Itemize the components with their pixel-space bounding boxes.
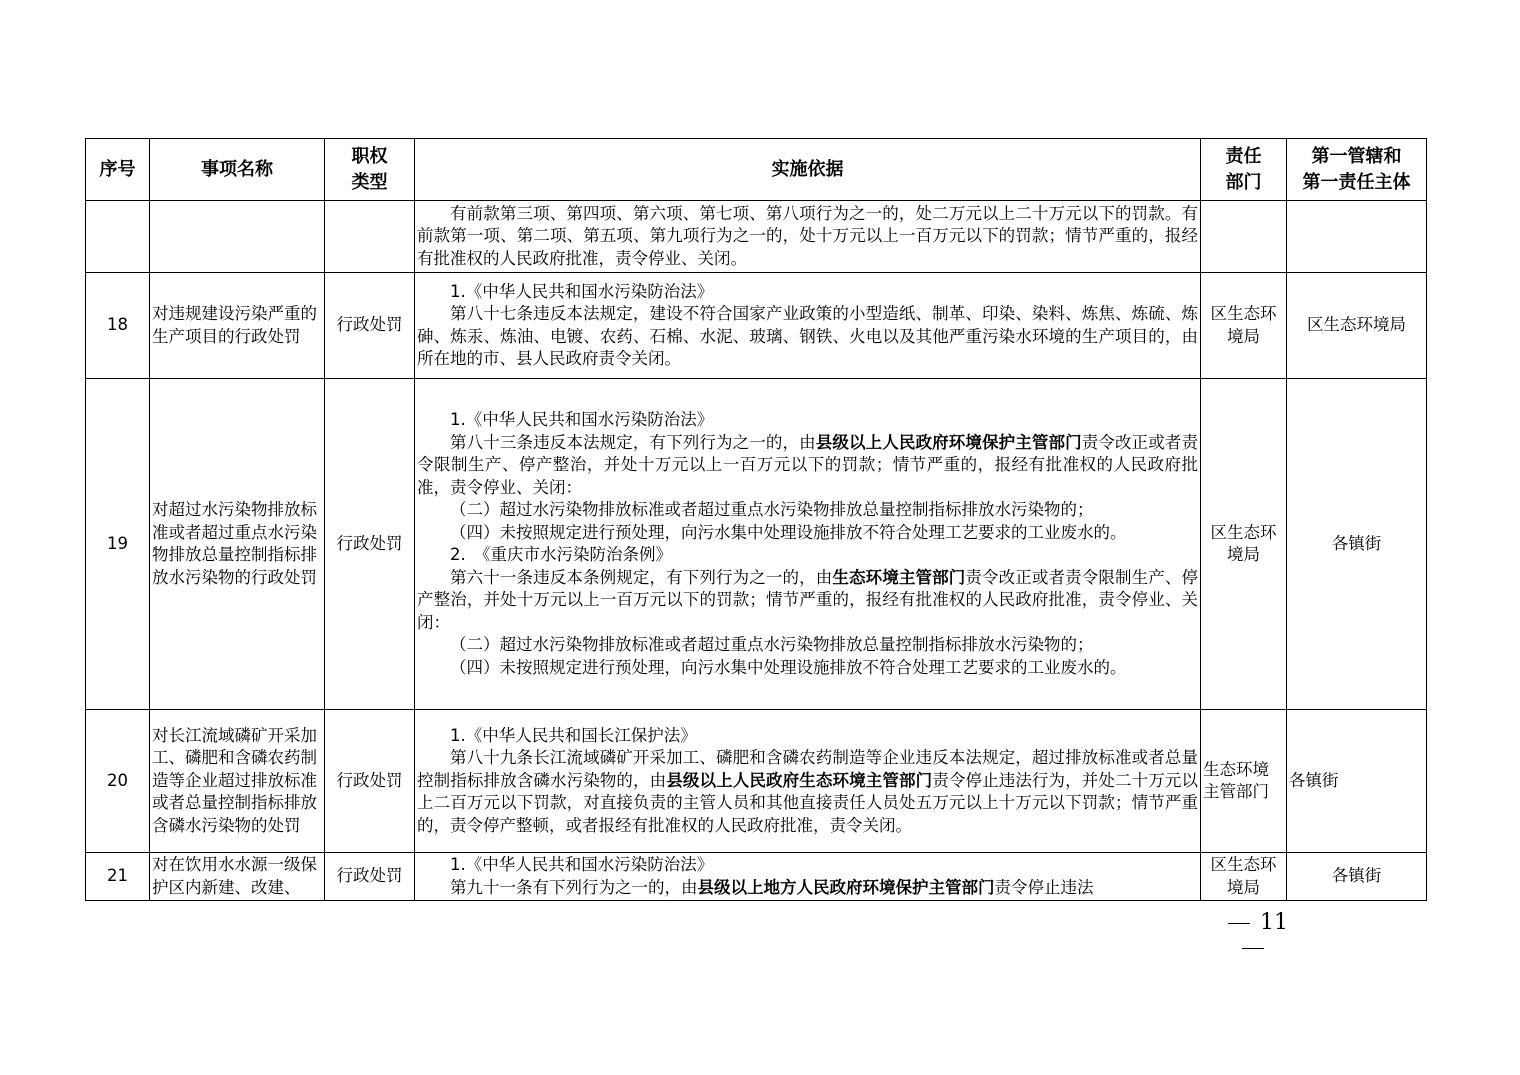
basis-paragraph: 第八十七条违反本法规定，建设不符合国家产业政策的小型造纸、制革、印染、染料、炼焦、炼硫、炼砷、炼汞、炼油、电镀、农药、石棉、水泥、玻璃、钢铁、火电以及其他严重污染水环境的生产项目的，由所在地的市、县人民政府责令关闭。 xyxy=(417,304,1198,368)
row-type: 行政处罚 xyxy=(325,379,415,710)
row-subject: 各镇街 xyxy=(1287,710,1427,853)
row-dept: 区生态环境局 xyxy=(1201,379,1287,710)
row-item-name: 对违规建设污染严重的生产项目的行政处罚 xyxy=(150,273,325,379)
row-seq: 18 xyxy=(86,273,150,379)
row-subject: 区生态环境局 xyxy=(1287,273,1427,379)
law-title: 1.《中华人民共和国水污染防治法》 xyxy=(450,410,714,429)
basis-item: （二）超过水污染物排放标准或者超过重点水污染物排放总量控制指标排放水污染物的； xyxy=(450,500,1094,519)
table-row-21 xyxy=(86,853,1427,901)
row-subject: 各镇街 xyxy=(1287,853,1427,901)
page-number: 11 xyxy=(1260,910,1288,935)
law-title: 1.《中华人民共和国水污染防治法》 xyxy=(450,281,714,301)
row-dept: 生态环境主管部门 xyxy=(1201,710,1287,853)
row-dept: 区生态环境局 xyxy=(1201,853,1287,901)
row-type: 行政处罚 xyxy=(325,710,415,853)
header-name: 事项名称 xyxy=(150,139,325,201)
authority-bold: 生态环境主管部门 xyxy=(832,567,966,587)
row-item-name: 对在饮用水水源一级保护区内新建、改建、 xyxy=(150,853,325,901)
row-item-name: 对超过水污染物排放标准或者超过重点水污染物排放总量控制指标排放水污染物的行政处罚 xyxy=(150,379,325,710)
row-seq: 21 xyxy=(86,853,150,901)
table-row-19 xyxy=(86,379,1427,710)
responsibility-table xyxy=(85,138,1427,901)
law-title: 2. 《重庆市水污染防治条例》 xyxy=(450,545,672,564)
header-subject: 第一管辖和 第一责任主体 xyxy=(1287,139,1427,201)
authority-bold: 县级以上地方人民政府环境保护主管部门 xyxy=(697,877,995,897)
row-type: 行政处罚 xyxy=(325,273,415,379)
basis-paragraph: 有前款第三项、第四项、第六项、第七项、第八项行为之一的，处二万元以上二十万元以下的罚款。有前款第一项、第二项、第五项、第九项行为之一的，处十万元以上一百万元以下的罚款；情节严重的，报经有批准权的人民政府批准，责令停业、关闭。 xyxy=(417,203,1198,268)
header-dept: 责任 部门 xyxy=(1201,139,1287,201)
header-seq: 序号 xyxy=(86,139,150,201)
footer-dash-left xyxy=(1228,923,1250,924)
table-row-20 xyxy=(86,710,1427,853)
basis-cell xyxy=(415,379,1201,710)
basis-cell xyxy=(415,201,1201,273)
header-basis: 实施依据 xyxy=(415,139,1201,201)
row-type: 行政处罚 xyxy=(325,853,415,901)
row-seq: 20 xyxy=(86,710,150,853)
basis-cell xyxy=(415,853,1201,901)
basis-paragraph: 第八十九条长江流域磷矿开采加工、磷肥和含磷农药制造等企业违反本法规定，超过排放标准或者总量控制指标排放含磷水污染物的，由县级以上人民政府生态环境主管部门责令停止违法行为，并处二十万元以上二百万元以下罚款，对直接负责的主管人员和其他直接责任人员处五万元以上十万元以下罚款；情节严重的，责令停产整顿，或者报经有批准权的人民政府批准，责令关闭。 xyxy=(417,748,1199,835)
basis-paragraph: 第八十三条违反本法规定，有下列行为之一的，由县级以上人民政府环境保护主管部门责令改正或者责令限制生产、停产整治，并处十万元以上一百万元以下的罚款；情节严重的，报经有批准权的人民政府批准，责令停业、关闭： xyxy=(417,432,1198,497)
law-title: 1.《中华人民共和国水污染防治法》 xyxy=(450,855,714,874)
basis-paragraph: 第六十一条违反本条例规定，有下列行为之一的，由生态环境主管部门责令改正或者责令限制生产、停产整治，并处十万元以上一百万元以下的罚款；情节严重的，报经有批准权的人民政府批准，责令停业、关闭： xyxy=(417,567,1198,632)
basis-paragraph: 第九十一条有下列行为之一的，由县级以上地方人民政府环境保护主管部门责令停止违法 xyxy=(450,877,1094,897)
basis-cell xyxy=(415,710,1201,853)
authority-bold: 县级以上人民政府生态环境主管部门 xyxy=(666,770,933,790)
basis-item: （四）未按照规定进行预处理，向污水集中处理设施排放不符合处理工艺要求的工业废水的。 xyxy=(450,657,1127,677)
table-row-18 xyxy=(86,273,1427,379)
row-item-name: 对长江流域磷矿开采加工、磷肥和含磷农药制造等企业超过排放标准或者总量控制指标排放含磷水污染物的处罚 xyxy=(150,710,325,853)
authority-bold: 县级以上人民政府环境保护主管部门 xyxy=(815,432,1082,452)
header-type: 职权 类型 xyxy=(325,139,415,201)
row-subject: 各镇街 xyxy=(1287,379,1427,710)
basis-item: （四）未按照规定进行预处理，向污水集中处理设施排放不符合处理工艺要求的工业废水的。 xyxy=(450,522,1127,542)
footer-dash-right xyxy=(1242,948,1264,949)
basis-cell xyxy=(415,273,1201,379)
header-row xyxy=(86,139,1427,201)
table-row-continued xyxy=(86,201,1427,273)
row-seq: 19 xyxy=(86,379,150,710)
row-dept: 区生态环境局 xyxy=(1201,273,1287,379)
basis-item: （二）超过水污染物排放标准或者超过重点水污染物排放总量控制指标排放水污染物的； xyxy=(450,635,1094,654)
page-number-footer xyxy=(1198,910,1308,960)
law-title: 1.《中华人民共和国长江保护法》 xyxy=(450,725,697,745)
